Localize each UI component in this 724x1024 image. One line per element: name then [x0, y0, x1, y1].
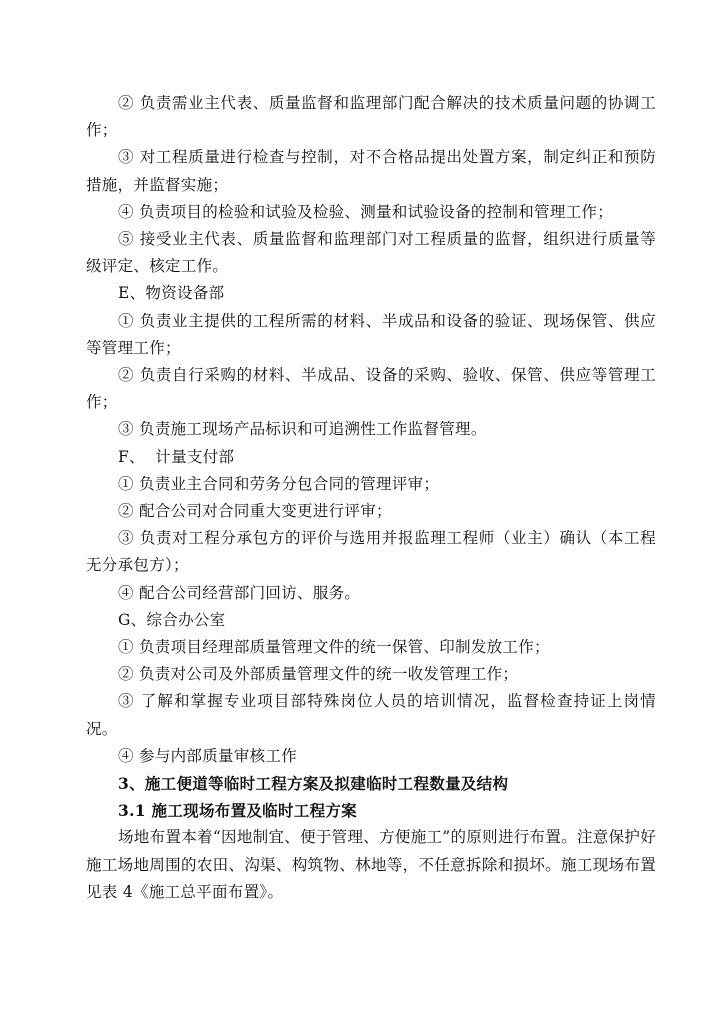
section-heading-general-office: G、综合办公室 — [118, 610, 226, 629]
paragraph-quality-item-5: ⑤ 接受业主代表、质量监督和监理部门对工程质量的监督，组织进行质量等级评定、核定工作。 — [86, 230, 656, 276]
document-page — [86, 90, 656, 906]
paragraph-payment-item-1: ① 负责业主合同和劳务分包合同的管理评审； — [118, 474, 440, 493]
paragraph-payment-item-4: ④ 配合公司经营部门回访、服务。 — [118, 583, 361, 602]
paragraph-materials-item-3: ③ 负责施工现场产品标识和可追溯性工作监督管理。 — [118, 420, 487, 439]
paragraph-materials-item-1: ① 负责业主提供的工程所需的材料、半成品和设备的验证、现场保管、供应等管理工作； — [86, 311, 656, 357]
paragraph-site-layout: 场地布置本着“因地制宜、便于管理、方便施工”的原则进行布置。注意保护好施工场地周围的农田、沟渠、构筑物、林地等，不任意拆除和损坏。施工现场布置见表 4《施工总平面布置》。 — [86, 828, 656, 901]
paragraph-payment-item-2: ② 配合公司对合同重大变更进行评审； — [118, 502, 392, 521]
paragraph-quality-item-3: ③ 对工程质量进行检查与控制，对不合格品提出处置方案，制定纠正和预防措施，并监督实施； — [86, 148, 656, 194]
paragraph-office-item-4: ④ 参与内部质量审核工作 — [118, 746, 298, 765]
paragraph-payment-item-3: ③ 负责对工程分承包方的评价与选用并报监理工程师（业主）确认（本工程无分承包方）； — [86, 529, 656, 575]
paragraph-office-item-2: ② 负责对公司及外部质量管理文件的统一收发管理工作； — [118, 665, 519, 684]
section-heading-payment-dept: F、 计量支付部 — [118, 447, 235, 466]
paragraph-office-item-3: ③ 了解和掌握专业项目部特殊岗位人员的培训情况，监督检查持证上岗情况。 — [86, 692, 656, 738]
paragraph-office-item-1: ① 负责项目经理部质量管理文件的统一保管、印制发放工作； — [118, 638, 550, 657]
paragraph-materials-item-2: ② 负责自行采购的材料、半成品、设备的采购、验收、保管、供应等管理工作； — [86, 366, 656, 412]
paragraph-quality-item-2: ② 负责需业主代表、质量监督和监理部门配合解决的技术质量问题的协调工作； — [86, 94, 656, 140]
paragraph-quality-item-4: ④ 负责项目的检验和试验及检验、测量和试验设备的控制和管理工作； — [118, 202, 614, 221]
subsection-heading-site-layout: 3.1 施工现场布置及临时工程方案 — [118, 801, 357, 821]
chapter-heading-temporary-works: 3、施工便道等临时工程方案及拟建临时工程数量及结构 — [118, 774, 509, 794]
section-heading-materials-dept: E、物资设备部 — [118, 284, 225, 303]
